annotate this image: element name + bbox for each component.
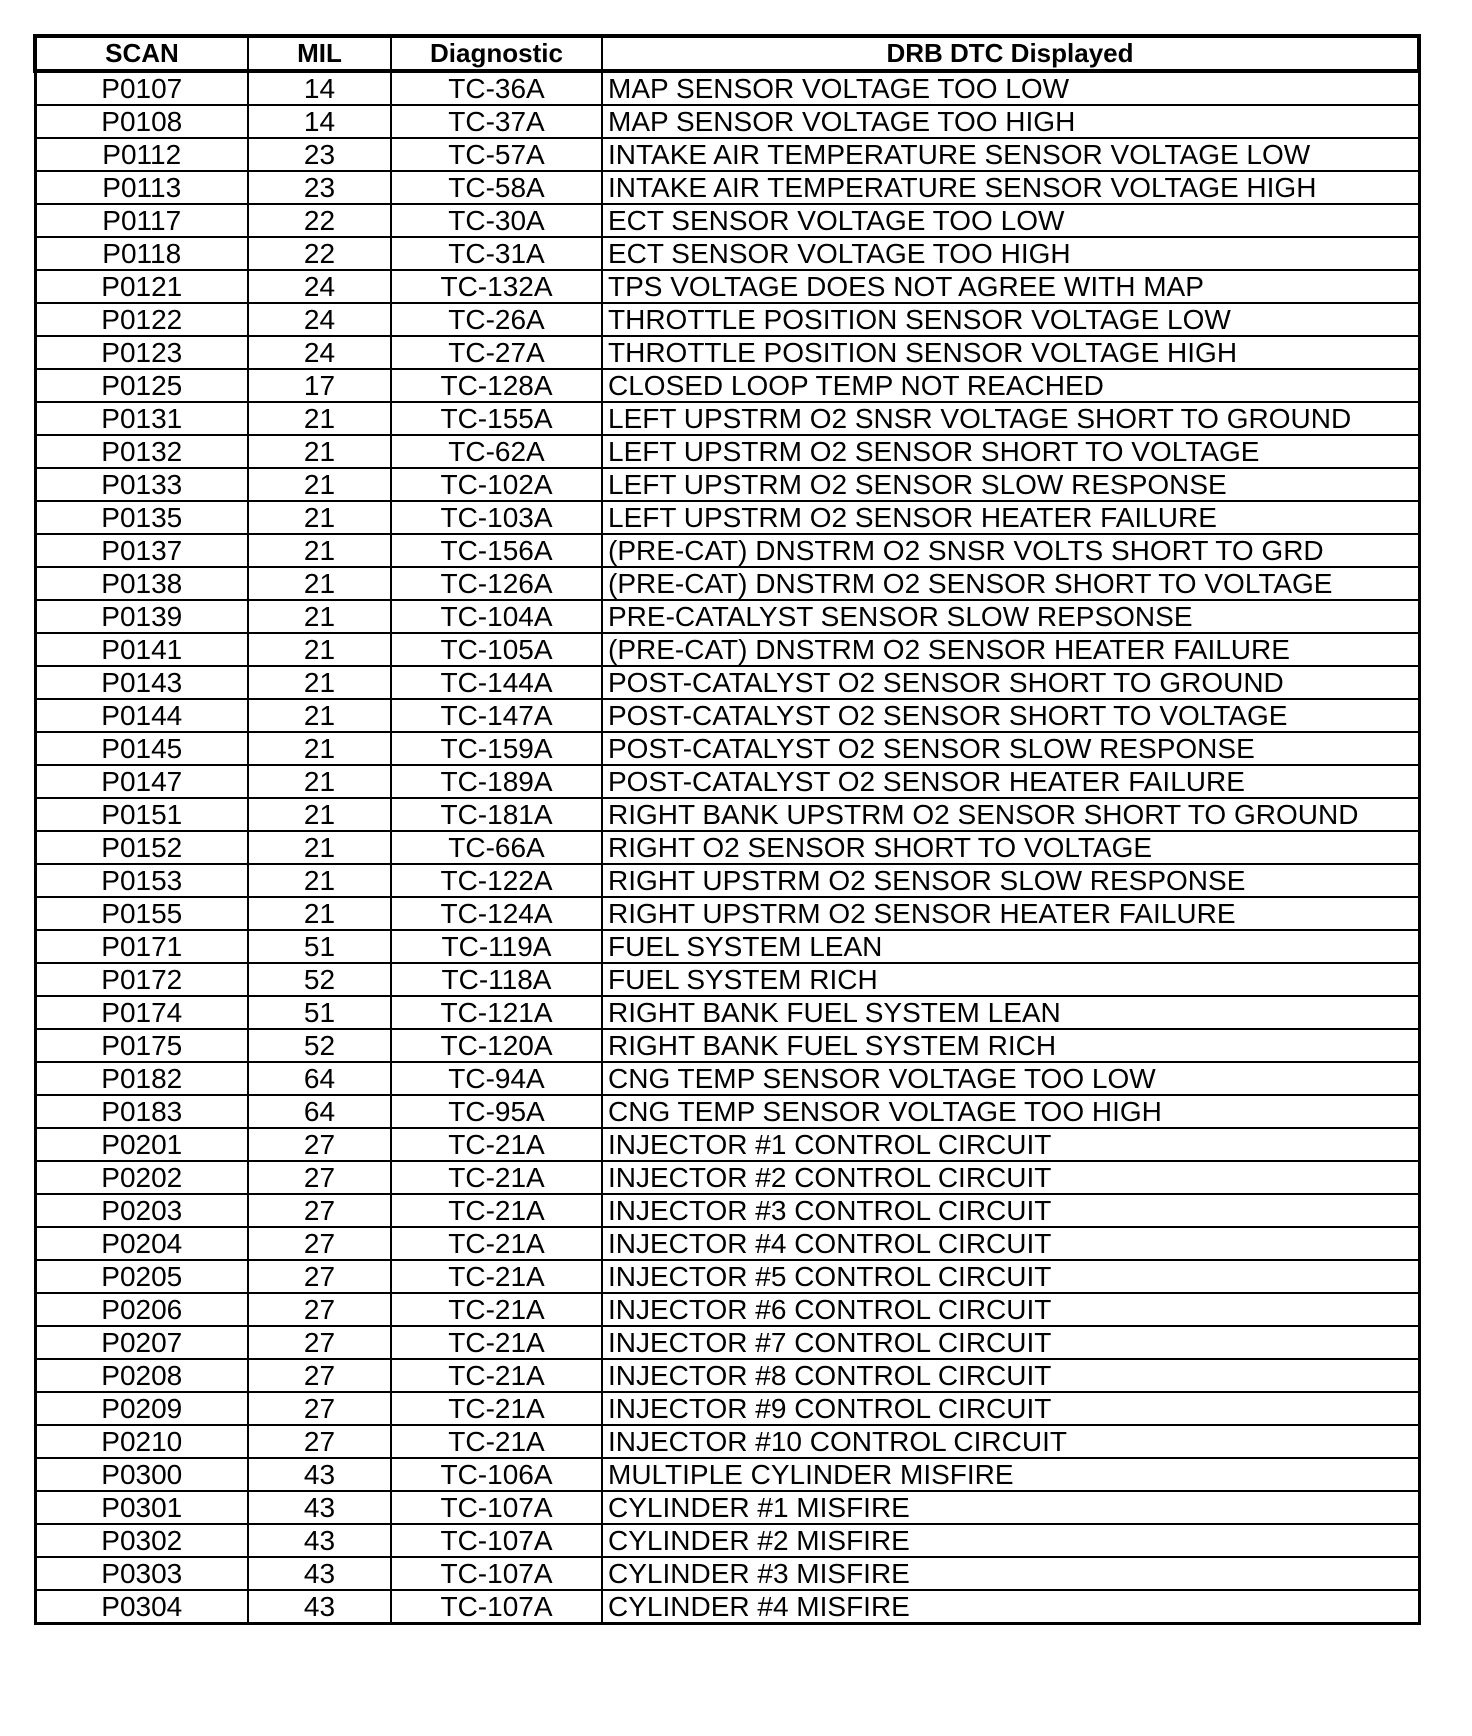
table-row [35,798,1419,831]
diagnostic-cell: TC-124A [391,897,602,930]
diagnostic-cell: TC-118A [391,963,602,996]
description-cell: CYLINDER #3 MISFIRE [602,1557,1419,1590]
description-cell: INJECTOR #9 CONTROL CIRCUIT [602,1392,1419,1425]
mil-code-cell: 21 [248,897,391,930]
table-row [35,105,1419,138]
mil-code-cell: 17 [248,369,391,402]
scan-code-cell: P0145 [35,732,248,765]
description-cell: TPS VOLTAGE DOES NOT AGREE WITH MAP [602,270,1419,303]
mil-code-cell: 21 [248,501,391,534]
description-cell: (PRE-CAT) DNSTRM O2 SNSR VOLTS SHORT TO GRD [602,534,1419,567]
table-row [35,270,1419,303]
scan-code-cell: P0131 [35,402,248,435]
diagnostic-cell: TC-37A [391,105,602,138]
scan-code-cell: P0203 [35,1194,248,1227]
table-row [35,1194,1419,1227]
mil-code-cell: 64 [248,1062,391,1095]
scan-code-cell: P0112 [35,138,248,171]
table-row [35,1425,1419,1458]
description-cell: RIGHT BANK UPSTRM O2 SENSOR SHORT TO GROUND [602,798,1419,831]
table-row [35,1128,1419,1161]
mil-code-cell: 21 [248,468,391,501]
scan-code-cell: P0302 [35,1524,248,1557]
table-row [35,963,1419,996]
diagnostic-cell: TC-107A [391,1524,602,1557]
mil-code-cell: 21 [248,765,391,798]
scan-code-cell: P0138 [35,567,248,600]
mil-code-cell: 21 [248,633,391,666]
mil-code-cell: 24 [248,336,391,369]
diagnostic-cell: TC-21A [391,1128,602,1161]
description-cell: LEFT UPSTRM O2 SENSOR SHORT TO VOLTAGE [602,435,1419,468]
mil-code-cell: 51 [248,930,391,963]
description-cell: INTAKE AIR TEMPERATURE SENSOR VOLTAGE LOW [602,138,1419,171]
mil-code-cell: 21 [248,699,391,732]
scan-code-cell: P0209 [35,1392,248,1425]
scan-code-cell: P0183 [35,1095,248,1128]
header-diagnostic: Diagnostic [391,36,602,71]
mil-code-cell: 22 [248,237,391,270]
mil-code-cell: 43 [248,1458,391,1491]
scan-code-cell: P0121 [35,270,248,303]
mil-code-cell: 64 [248,1095,391,1128]
table-row [35,303,1419,336]
scan-code-cell: P0141 [35,633,248,666]
diagnostic-cell: TC-21A [391,1359,602,1392]
table-row [35,1029,1419,1062]
description-cell: CLOSED LOOP TEMP NOT REACHED [602,369,1419,402]
table-row [35,138,1419,171]
table-body [35,71,1419,1624]
description-cell: FUEL SYSTEM RICH [602,963,1419,996]
scan-code-cell: P0175 [35,1029,248,1062]
table-row [35,666,1419,699]
diagnostic-cell: TC-119A [391,930,602,963]
table-row [35,369,1419,402]
mil-code-cell: 27 [248,1128,391,1161]
description-cell: CNG TEMP SENSOR VOLTAGE TOO HIGH [602,1095,1419,1128]
scan-code-cell: P0108 [35,105,248,138]
description-cell: LEFT UPSTRM O2 SENSOR SLOW RESPONSE [602,468,1419,501]
mil-code-cell: 27 [248,1161,391,1194]
table-row [35,897,1419,930]
diagnostic-cell: TC-105A [391,633,602,666]
table-row [35,1491,1419,1524]
description-cell: POST-CATALYST O2 SENSOR SHORT TO VOLTAGE [602,699,1419,732]
diagnostic-cell: TC-31A [391,237,602,270]
table-header [35,36,1419,71]
mil-code-cell: 27 [248,1227,391,1260]
description-cell: CYLINDER #4 MISFIRE [602,1590,1419,1624]
diagnostic-cell: TC-21A [391,1260,602,1293]
mil-code-cell: 14 [248,71,391,105]
diagnostic-cell: TC-95A [391,1095,602,1128]
scan-code-cell: P0135 [35,501,248,534]
description-cell: THROTTLE POSITION SENSOR VOLTAGE HIGH [602,336,1419,369]
description-cell: POST-CATALYST O2 SENSOR HEATER FAILURE [602,765,1419,798]
diagnostic-cell: TC-181A [391,798,602,831]
mil-code-cell: 27 [248,1392,391,1425]
mil-code-cell: 27 [248,1425,391,1458]
table-row [35,1161,1419,1194]
description-cell: INJECTOR #7 CONTROL CIRCUIT [602,1326,1419,1359]
table-row [35,1392,1419,1425]
mil-code-cell: 21 [248,798,391,831]
diagnostic-cell: TC-159A [391,732,602,765]
description-cell: RIGHT O2 SENSOR SHORT TO VOLTAGE [602,831,1419,864]
table-row [35,864,1419,897]
mil-code-cell: 27 [248,1194,391,1227]
description-cell: FUEL SYSTEM LEAN [602,930,1419,963]
diagnostic-cell: TC-120A [391,1029,602,1062]
mil-code-cell: 21 [248,666,391,699]
scan-code-cell: P0205 [35,1260,248,1293]
scan-code-cell: P0155 [35,897,248,930]
diagnostic-cell: TC-107A [391,1557,602,1590]
diagnostic-cell: TC-94A [391,1062,602,1095]
scan-code-cell: P0117 [35,204,248,237]
scan-code-cell: P0153 [35,864,248,897]
description-cell: INJECTOR #8 CONTROL CIRCUIT [602,1359,1419,1392]
scan-code-cell: P0304 [35,1590,248,1624]
description-cell: POST-CATALYST O2 SENSOR SHORT TO GROUND [602,666,1419,699]
description-cell: RIGHT BANK FUEL SYSTEM LEAN [602,996,1419,1029]
diagnostic-cell: TC-21A [391,1326,602,1359]
mil-code-cell: 24 [248,270,391,303]
scan-code-cell: P0113 [35,171,248,204]
mil-code-cell: 21 [248,435,391,468]
description-cell: MULTIPLE CYLINDER MISFIRE [602,1458,1419,1491]
description-cell: LEFT UPSTRM O2 SENSOR HEATER FAILURE [602,501,1419,534]
mil-code-cell: 52 [248,963,391,996]
description-cell: CYLINDER #1 MISFIRE [602,1491,1419,1524]
description-cell: INJECTOR #6 CONTROL CIRCUIT [602,1293,1419,1326]
scan-code-cell: P0152 [35,831,248,864]
description-cell: INJECTOR #2 CONTROL CIRCUIT [602,1161,1419,1194]
table-row [35,336,1419,369]
diagnostic-cell: TC-189A [391,765,602,798]
diagnostic-cell: TC-122A [391,864,602,897]
diagnostic-cell: TC-62A [391,435,602,468]
diagnostic-cell: TC-147A [391,699,602,732]
scan-code-cell: P0301 [35,1491,248,1524]
diagnostic-cell: TC-132A [391,270,602,303]
mil-code-cell: 22 [248,204,391,237]
diagnostic-cell: TC-126A [391,567,602,600]
diagnostic-cell: TC-27A [391,336,602,369]
description-cell: INJECTOR #1 CONTROL CIRCUIT [602,1128,1419,1161]
description-cell: MAP SENSOR VOLTAGE TOO LOW [602,71,1419,105]
scan-code-cell: P0144 [35,699,248,732]
diagnostic-cell: TC-26A [391,303,602,336]
table-row [35,732,1419,765]
table-row [35,402,1419,435]
description-cell: RIGHT BANK FUEL SYSTEM RICH [602,1029,1419,1062]
table-row [35,831,1419,864]
table-row [35,699,1419,732]
scan-code-cell: P0207 [35,1326,248,1359]
table-row [35,1359,1419,1392]
table-row [35,1227,1419,1260]
scan-code-cell: P0202 [35,1161,248,1194]
mil-code-cell: 43 [248,1491,391,1524]
description-cell: INJECTOR #10 CONTROL CIRCUIT [602,1425,1419,1458]
mil-code-cell: 43 [248,1524,391,1557]
table-row [35,1458,1419,1491]
description-cell: ECT SENSOR VOLTAGE TOO LOW [602,204,1419,237]
mil-code-cell: 43 [248,1590,391,1624]
table-row [35,171,1419,204]
mil-code-cell: 21 [248,402,391,435]
dtc-table [33,34,1421,1625]
diagnostic-cell: TC-121A [391,996,602,1029]
diagnostic-cell: TC-107A [391,1491,602,1524]
table-row [35,1095,1419,1128]
diagnostic-cell: TC-21A [391,1227,602,1260]
table-row [35,204,1419,237]
scan-code-cell: P0139 [35,600,248,633]
table-row [35,633,1419,666]
mil-code-cell: 21 [248,600,391,633]
diagnostic-cell: TC-57A [391,138,602,171]
description-cell: PRE-CATALYST SENSOR SLOW REPSONSE [602,600,1419,633]
diagnostic-cell: TC-66A [391,831,602,864]
table-row [35,468,1419,501]
table-row [35,237,1419,270]
mil-code-cell: 14 [248,105,391,138]
diagnostic-cell: TC-107A [391,1590,602,1624]
mil-code-cell: 27 [248,1260,391,1293]
scan-code-cell: P0174 [35,996,248,1029]
scan-code-cell: P0123 [35,336,248,369]
mil-code-cell: 51 [248,996,391,1029]
mil-code-cell: 27 [248,1359,391,1392]
header-row [35,36,1419,71]
diagnostic-cell: TC-103A [391,501,602,534]
scan-code-cell: P0118 [35,237,248,270]
scan-code-cell: P0171 [35,930,248,963]
table-row [35,600,1419,633]
table-row [35,765,1419,798]
scan-code-cell: P0206 [35,1293,248,1326]
scan-code-cell: P0204 [35,1227,248,1260]
scan-code-cell: P0143 [35,666,248,699]
header-scan: SCAN [35,36,248,71]
table-row [35,534,1419,567]
description-cell: (PRE-CAT) DNSTRM O2 SENSOR HEATER FAILURE [602,633,1419,666]
diagnostic-cell: TC-156A [391,534,602,567]
description-cell: RIGHT UPSTRM O2 SENSOR HEATER FAILURE [602,897,1419,930]
mil-code-cell: 21 [248,831,391,864]
diagnostic-cell: TC-21A [391,1392,602,1425]
scan-code-cell: P0151 [35,798,248,831]
description-cell: INJECTOR #4 CONTROL CIRCUIT [602,1227,1419,1260]
scan-code-cell: P0182 [35,1062,248,1095]
scan-code-cell: P0133 [35,468,248,501]
table-row [35,501,1419,534]
mil-code-cell: 23 [248,138,391,171]
scan-code-cell: P0303 [35,1557,248,1590]
mil-code-cell: 21 [248,864,391,897]
table-row [35,1260,1419,1293]
description-cell: (PRE-CAT) DNSTRM O2 SENSOR SHORT TO VOLTAGE [602,567,1419,600]
description-cell: INTAKE AIR TEMPERATURE SENSOR VOLTAGE HIGH [602,171,1419,204]
header-description: DRB DTC Displayed [602,36,1419,71]
scan-code-cell: P0147 [35,765,248,798]
mil-code-cell: 52 [248,1029,391,1062]
diagnostic-cell: TC-30A [391,204,602,237]
scan-code-cell: P0300 [35,1458,248,1491]
diagnostic-cell: TC-21A [391,1161,602,1194]
diagnostic-cell: TC-21A [391,1425,602,1458]
diagnostic-cell: TC-155A [391,402,602,435]
table-row [35,1557,1419,1590]
mil-code-cell: 43 [248,1557,391,1590]
description-cell: INJECTOR #3 CONTROL CIRCUIT [602,1194,1419,1227]
diagnostic-cell: TC-104A [391,600,602,633]
description-cell: ECT SENSOR VOLTAGE TOO HIGH [602,237,1419,270]
diagnostic-cell: TC-144A [391,666,602,699]
table-row [35,1326,1419,1359]
mil-code-cell: 24 [248,303,391,336]
mil-code-cell: 21 [248,567,391,600]
description-cell: LEFT UPSTRM O2 SNSR VOLTAGE SHORT TO GROUND [602,402,1419,435]
description-cell: CNG TEMP SENSOR VOLTAGE TOO LOW [602,1062,1419,1095]
description-cell: THROTTLE POSITION SENSOR VOLTAGE LOW [602,303,1419,336]
scan-code-cell: P0137 [35,534,248,567]
description-cell: INJECTOR #5 CONTROL CIRCUIT [602,1260,1419,1293]
scan-code-cell: P0125 [35,369,248,402]
description-cell: RIGHT UPSTRM O2 SENSOR SLOW RESPONSE [602,864,1419,897]
header-mil: MIL [248,36,391,71]
mil-code-cell: 27 [248,1293,391,1326]
table-row [35,1062,1419,1095]
table-row [35,1590,1419,1624]
mil-code-cell: 27 [248,1326,391,1359]
table-row [35,930,1419,963]
scan-code-cell: P0107 [35,71,248,105]
table-row [35,71,1419,105]
description-cell: CYLINDER #2 MISFIRE [602,1524,1419,1557]
table-row [35,1524,1419,1557]
mil-code-cell: 21 [248,534,391,567]
scan-code-cell: P0132 [35,435,248,468]
table-row [35,996,1419,1029]
table-row [35,567,1419,600]
description-cell: POST-CATALYST O2 SENSOR SLOW RESPONSE [602,732,1419,765]
table-row [35,1293,1419,1326]
diagnostic-cell: TC-21A [391,1194,602,1227]
diagnostic-cell: TC-36A [391,71,602,105]
diagnostic-cell: TC-128A [391,369,602,402]
scan-code-cell: P0208 [35,1359,248,1392]
description-cell: MAP SENSOR VOLTAGE TOO HIGH [602,105,1419,138]
table-row [35,435,1419,468]
diagnostic-cell: TC-102A [391,468,602,501]
diagnostic-cell: TC-21A [391,1293,602,1326]
scan-code-cell: P0172 [35,963,248,996]
mil-code-cell: 21 [248,732,391,765]
scan-code-cell: P0122 [35,303,248,336]
scan-code-cell: P0201 [35,1128,248,1161]
diagnostic-cell: TC-106A [391,1458,602,1491]
diagnostic-cell: TC-58A [391,171,602,204]
scan-code-cell: P0210 [35,1425,248,1458]
mil-code-cell: 23 [248,171,391,204]
